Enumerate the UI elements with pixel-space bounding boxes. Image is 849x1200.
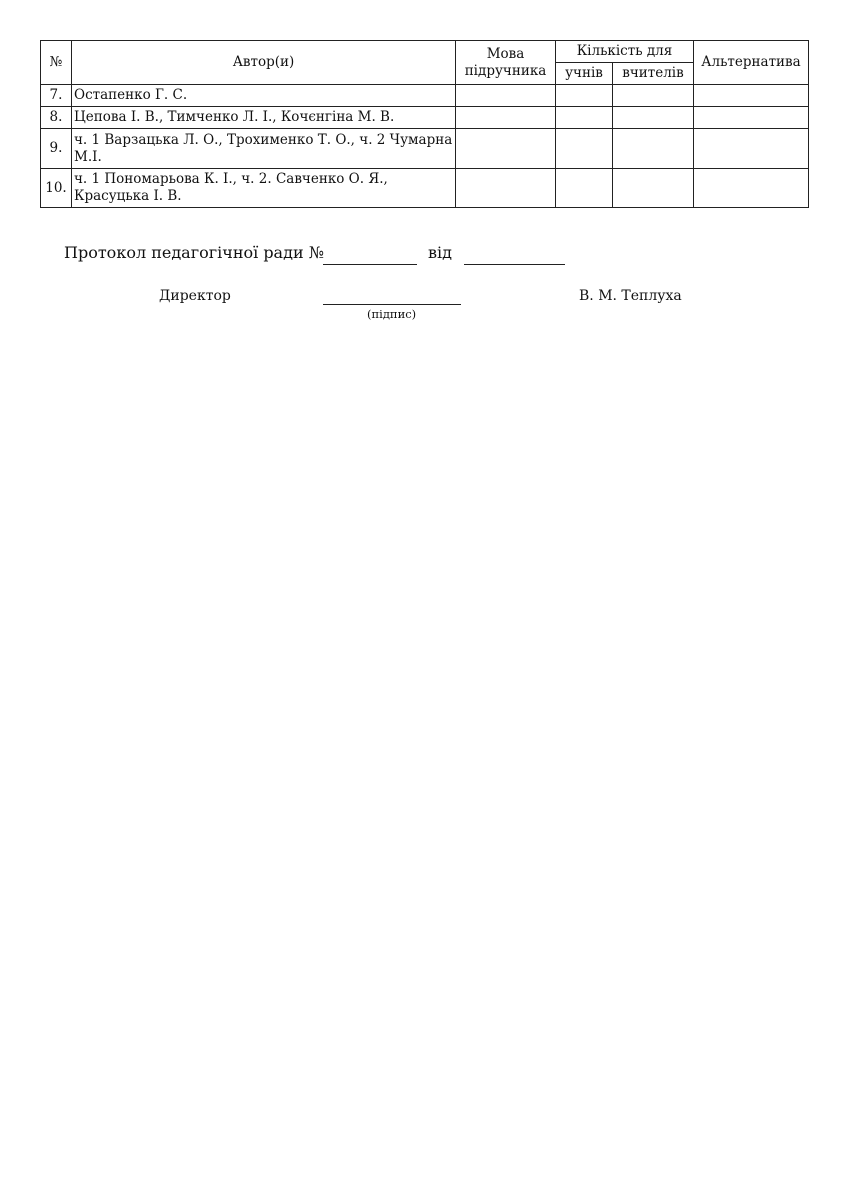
row-authors: Остапенко Г. С. [72, 85, 456, 107]
row-teachers [613, 107, 694, 129]
row-number: 9. [41, 129, 72, 169]
table-row [41, 129, 809, 169]
header-quantity-group: Кількість для [556, 41, 694, 63]
row-pupils [556, 85, 613, 107]
header-alternative: Альтернатива [694, 41, 809, 85]
director-role-label: Директор [159, 288, 231, 304]
row-teachers [613, 129, 694, 169]
table-row [41, 169, 809, 208]
row-alternative [694, 85, 809, 107]
table-row [41, 85, 809, 107]
row-pupils [556, 169, 613, 208]
protocol-label: Протокол педагогічної ради № [64, 243, 324, 262]
row-teachers [613, 85, 694, 107]
header-language: Мова підручника [456, 41, 556, 85]
row-pupils [556, 129, 613, 169]
header-authors: Автор(и) [72, 41, 456, 85]
textbook-table [40, 40, 809, 208]
row-language [456, 107, 556, 129]
director-name: В. М. Теплуха [579, 288, 682, 304]
row-language [456, 85, 556, 107]
row-authors: ч. 1 Варзацька Л. О., Трохименко Т. О., ч. 2 Чумарна М.І. [72, 129, 456, 169]
row-language [456, 169, 556, 208]
table-row [41, 107, 809, 129]
header-number: № [41, 41, 72, 85]
row-number: 10. [41, 169, 72, 208]
header-pupils: учнів [556, 63, 613, 85]
protocol-number-line [323, 264, 417, 265]
protocol-date-line [464, 264, 565, 265]
row-pupils [556, 107, 613, 129]
row-language [456, 129, 556, 169]
protocol-from-label: від [428, 243, 452, 262]
row-authors: ч. 1 Пономарьова К. І., ч. 2. Савченко О. Я., Красуцька І. В. [72, 169, 456, 208]
row-alternative [694, 169, 809, 208]
signature-line [323, 304, 461, 305]
row-alternative [694, 107, 809, 129]
row-teachers [613, 169, 694, 208]
row-number: 8. [41, 107, 72, 129]
signature-caption: (підпис) [367, 307, 417, 321]
row-alternative [694, 129, 809, 169]
header-teachers: вчителів [613, 63, 694, 85]
row-authors: Цепова І. В., Тимченко Л. І., Кочєнгіна М. В. [72, 107, 456, 129]
row-number: 7. [41, 85, 72, 107]
